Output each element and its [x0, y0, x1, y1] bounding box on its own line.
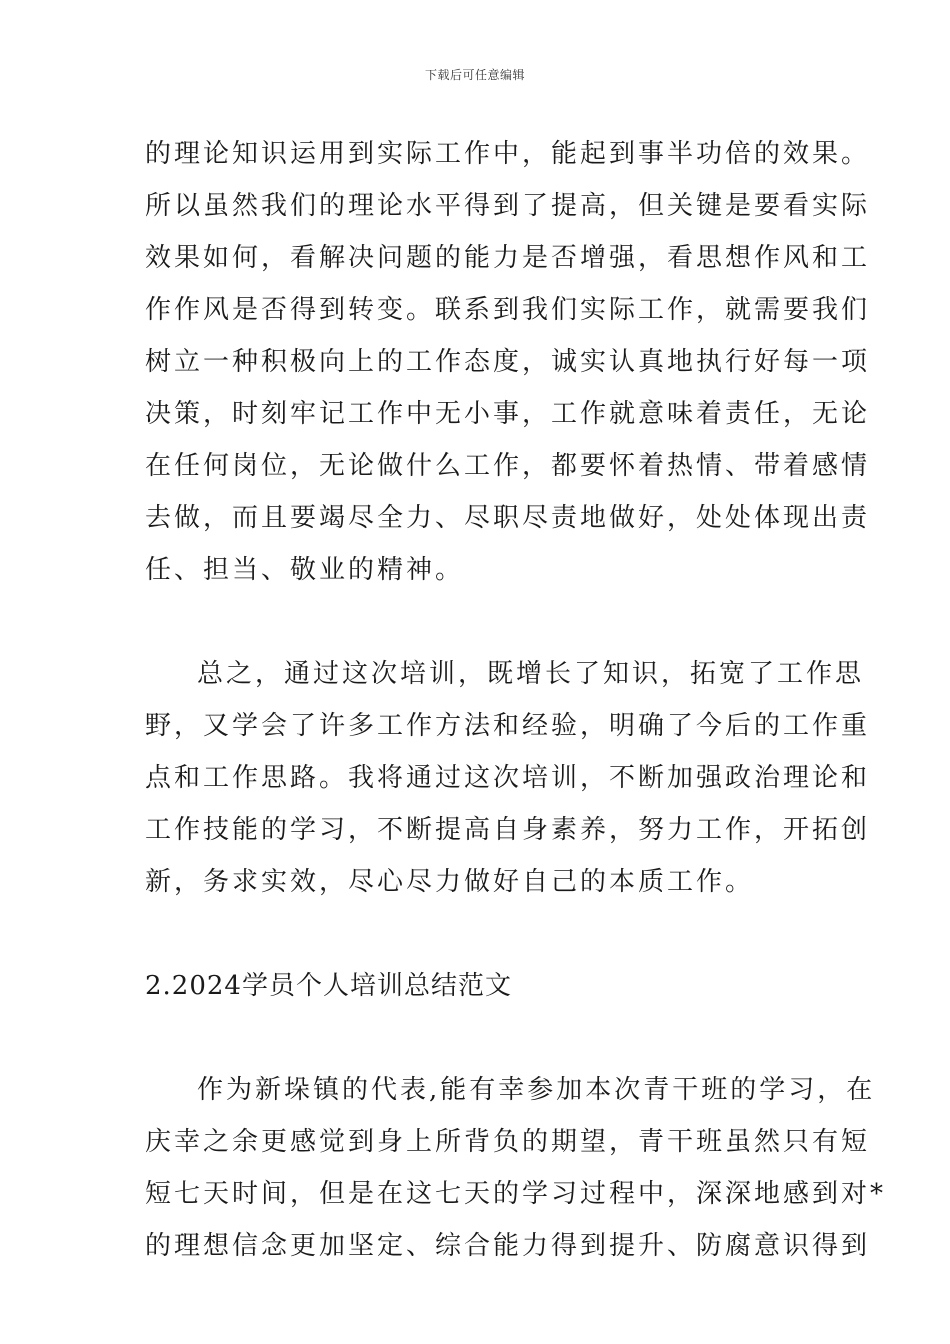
paragraph-line: 去做，而且要竭尽全力、尽职尽责地做好，处处体现出责 [145, 503, 871, 533]
paragraph-line: 效果如何，看解决问题的能力是否增强，看思想作风和工 [145, 243, 871, 273]
paragraph-line: 的理论知识运用到实际工作中，能起到事半功倍的效果。 [145, 139, 871, 169]
paragraph-2 [145, 648, 871, 908]
paragraph-line: 总之，通过这次培训，既增长了知识，拓宽了工作思 [197, 659, 865, 689]
paragraph-3 [145, 1064, 887, 1272]
paragraph-line: 在任何岗位，无论做什么工作，都要怀着热情、带着感情 [145, 451, 871, 481]
paragraph-line: 野，又学会了许多工作方法和经验，明确了今后的工作重 [145, 711, 871, 741]
paragraph-gap [145, 1012, 810, 1064]
paragraph-gap [145, 908, 810, 960]
paragraph-line: 的理想信念更加坚定、综合能力得到提升、防腐意识得到 [145, 1231, 871, 1261]
paragraph-line: 任、担当、敬业的精神。 [145, 555, 465, 585]
paragraph-line: 作为新垛镇的代表,能有幸参加本次青干班的学习，在 [197, 1075, 876, 1105]
paragraph-line: 短七天时间，但是在这七天的学习过程中，深深地感到对* [145, 1179, 887, 1209]
paragraph-line: 决策，时刻牢记工作中无小事，工作就意味着责任，无论 [145, 399, 871, 429]
paragraph-line: 庆幸之余更感觉到身上所背负的期望，青干班虽然只有短 [145, 1127, 871, 1157]
paragraph-line: 点和工作思路。我将通过这次培训，不断加强政治理论和 [145, 763, 871, 793]
document-body [145, 128, 887, 1272]
paragraph-1 [145, 128, 871, 596]
header-note: 下载后可任意编辑 [424, 68, 525, 82]
paragraph-gap [145, 596, 810, 648]
section-heading: 2.2024学员个人培训总结范文 [145, 971, 512, 1001]
paragraph-line: 工作技能的学习，不断提高自身素养，努力工作，开拓创 [145, 815, 871, 845]
paragraph-line: 作作风是否得到转变。联系到我们实际工作，就需要我们 [145, 295, 871, 325]
paragraph-line: 所以虽然我们的理论水平得到了提高，但关键是要看实际 [145, 191, 871, 221]
paragraph-line: 新，务求实效，尽心尽力做好自己的本质工作。 [145, 867, 755, 897]
paragraph-line: 树立一种积极向上的工作态度，诚实认真地执行好每一项 [145, 347, 871, 377]
